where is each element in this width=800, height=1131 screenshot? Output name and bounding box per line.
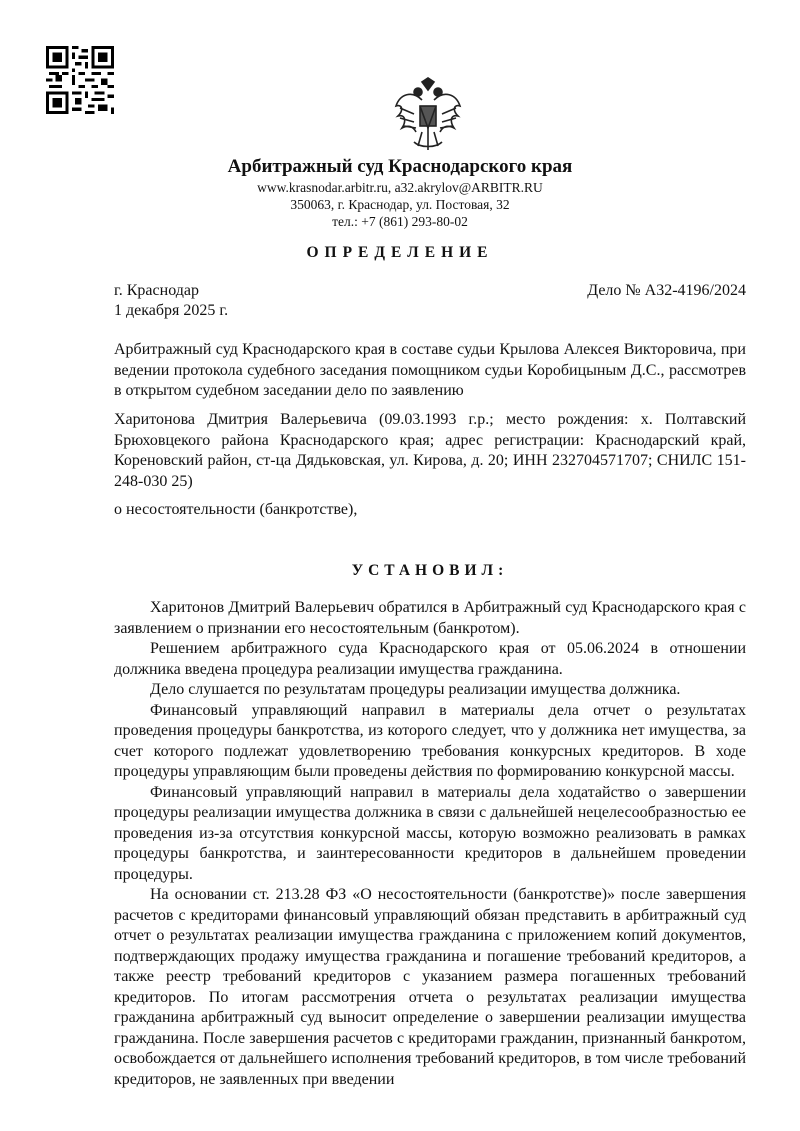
subject-text: о несостоятельности (банкротстве),	[114, 501, 358, 518]
court-contacts-web-email: www.krasnodar.arbitr.ru, a32.akrylov@ARBITR.RU	[257, 180, 543, 195]
body-paragraph: Финансовый управляющий направил в материалы дела отчет о результатах проведения процедуры банкротства, из которого следует, что у должника нет имущества, за счет которого подлежат удовлетворению требования конкурсных кредиторов. В ходе процедуры управляющим были проведены действия по формированию конкурсной массы.	[114, 701, 746, 780]
body-section	[114, 598, 746, 1090]
russian-coat-of-arms-icon	[392, 76, 464, 156]
body-paragraph: Финансовый управляющий направил в материалы дела ходатайство о завершении процедуры реализации имущества должника в связи с дальнейшей нецелесообразностью ее проведения из-за отсутствия конкурсной массы, которую возможно реализовать в рамках процедуры банкротства, и заинтересованности кредиторов в дальнейшем проведении процедуры.	[114, 783, 746, 883]
court-phone: тел.: +7 (861) 293-80-02	[332, 214, 468, 229]
intro-paragraph	[114, 340, 746, 402]
document-city: г. Краснодар	[114, 282, 199, 299]
body-paragraph: Решением арбитражного суда Краснодарского края от 05.06.2024 в отношении должника введена процедура реализации имущества гражданина.	[114, 640, 746, 678]
body-paragraph: На основании ст. 213.28 ФЗ «О несостоятельности (банкротстве)» после завершения расчетов с кредиторами финансовый управляющий обязан представить в арбитражный суд отчет о результатах реализации имущества гражданина с приложением копий документов, подтверждающих продажу имущества гражданина и погашение требований кредиторов, а также реестр требований кредиторов с указанием размера погашенных требований кредиторов. По итогам рассмотрения отчета о результатах реализации имущества гражданина арбитражный суд выносит определение о завершении реализации имущества гражданина. После завершения расчетов с кредиторами гражданин, признанный банкротом, освобождается от дальнейшего исполнения требований кредиторов, в том числе требований кредиторов, не заявленных при введении	[114, 886, 746, 1088]
document-date: 1 декабря 2025 г.	[114, 302, 229, 319]
qr-code-icon	[46, 46, 114, 114]
party-paragraph	[114, 410, 746, 492]
intro-text: Арбитражный суд Краснодарского края в составе судьи Крылова Алексея Викторовича, при ведении протокола судебного заседания помощником судьи Коробицыным Д.С., рассмотрев в открытом судебном заседании дело по заявлению	[114, 341, 746, 399]
case-number: Дело № А32-4196/2024	[587, 282, 746, 299]
court-address: 350063, г. Краснодар, ул. Постовая, 32	[290, 197, 510, 212]
court-name: Арбитражный суд Краснодарского края	[227, 156, 573, 177]
body-paragraph: Дело слушается по результатам процедуры реализации имущества должника.	[150, 681, 681, 698]
established-heading: УСТАНОВИЛ:	[351, 562, 509, 579]
document-title: ОПРЕДЕЛЕНИЕ	[306, 244, 494, 261]
subject-paragraph	[114, 500, 746, 521]
body-paragraph: Харитонов Дмитрий Валерьевич обратился в Арбитражный суд Краснодарского края с заявлением о признании его несостоятельным (банкротом).	[114, 599, 746, 637]
party-text: Харитонова Дмитрия Валерьевича (09.03.1993 г.р.; место рождения: х. Полтавский Брюховцекого района Краснодарского края; адрес регистрации: Краснодарский край, Кореновский район, ст-ца Дядьковская, ул. Кирова, д. 20; ИНН 232704571707; СНИЛС 151-248-030 25)	[114, 411, 746, 490]
